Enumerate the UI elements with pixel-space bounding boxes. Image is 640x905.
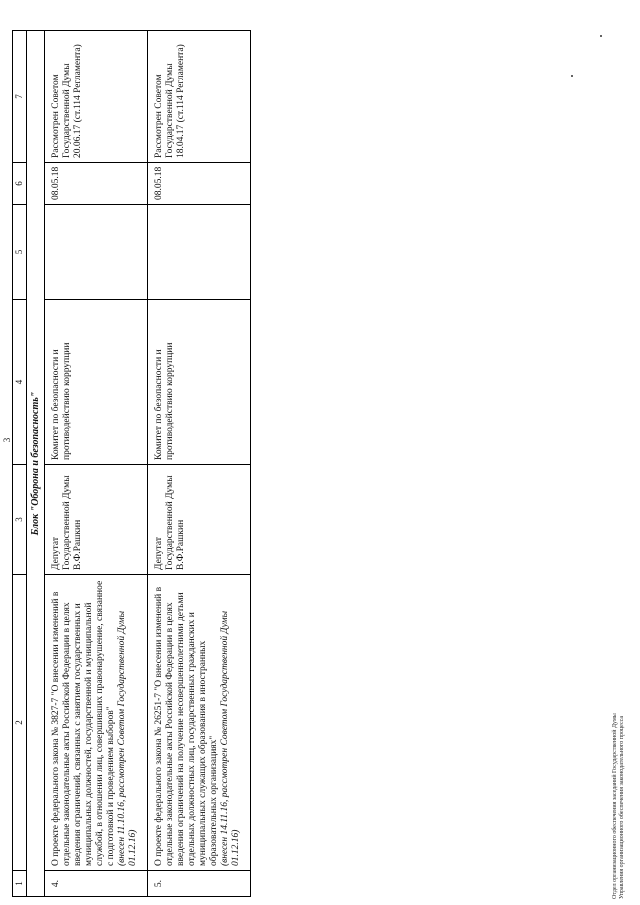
section-title: Блок "Оборона и безопасность" (27, 31, 45, 897)
bill-date: 08.05.18 (148, 163, 251, 205)
bill-note: (внесен 14.11.16, рассмотрен Советом Государственной Думы 01.12.16) (220, 610, 241, 866)
column-number: 1 (13, 871, 27, 897)
page-number: 3 (2, 437, 12, 443)
agenda-table (12, 30, 251, 897)
column-number: 4 (13, 300, 27, 465)
column-number: 2 (13, 575, 27, 871)
bill-col5 (148, 205, 251, 300)
column-number-row (13, 31, 27, 897)
bill-note: (внесен 11.10.16, рассмотрен Советом Государственной Думы 01.12.16) (117, 610, 138, 866)
scan-dot (571, 75, 573, 77)
bill-committee: Комитет по безопасности и противодействию коррупции (148, 300, 251, 465)
bill-author: Депутат Государственной Думы В.Ф.Рашкин (45, 465, 148, 575)
footer-line: Управления организационного обеспечения законодательного процесса (619, 715, 625, 899)
table-row (148, 31, 251, 897)
bill-status: Рассмотрен Советом Государственной Думы 18.04.17 (ст.114 Регламента) (148, 31, 251, 163)
section-row (27, 31, 45, 897)
column-number: 5 (13, 205, 27, 300)
bill-date: 08.05.18 (45, 163, 148, 205)
bill-title: О проекте федерального закона № 26251-7 "О внесении изменений в отдельные законодательные акты Российской Федерации в целях введения ограничений на получение несовершеннолетними детьми отдельных должностных лиц, государственных гражданских и муниципальных служащих образования в иностранных образовательных организациях" (154, 586, 219, 866)
footer (612, 499, 626, 899)
bill-col5 (45, 205, 148, 300)
bill-cell (45, 575, 148, 871)
column-number: 3 (13, 465, 27, 575)
bill-status: Рассмотрен Советом Государственной Думы 20.06.17 (ст.114 Регламента) (45, 31, 148, 163)
row-number: 5. (148, 871, 251, 897)
row-number: 4. (45, 871, 148, 897)
column-number: 6 (13, 163, 27, 205)
bill-committee: Комитет по безопасности и противодействию коррупции (45, 300, 148, 465)
scan-dot (600, 35, 602, 37)
footer-line: Отдел организационного обеспечения заседаний Государственной Думы (612, 713, 618, 899)
bill-cell (148, 575, 251, 871)
bill-author: Депутат Государственной Думы В.Ф.Рашкин (148, 465, 251, 575)
bill-title: О проекте федерального закона № 3827-7 "О внесении изменений в отдельные законодательные акты Российской Федерации в целях введения ограничений, связанных с занятием государственных и муниципальных должностей, государственной и муниципальной службой, в отношении лиц, совершивших правонарушение, связанное с подготовкой и проведением выборов" (51, 580, 116, 866)
column-number: 7 (13, 31, 27, 163)
table-row (45, 31, 148, 897)
